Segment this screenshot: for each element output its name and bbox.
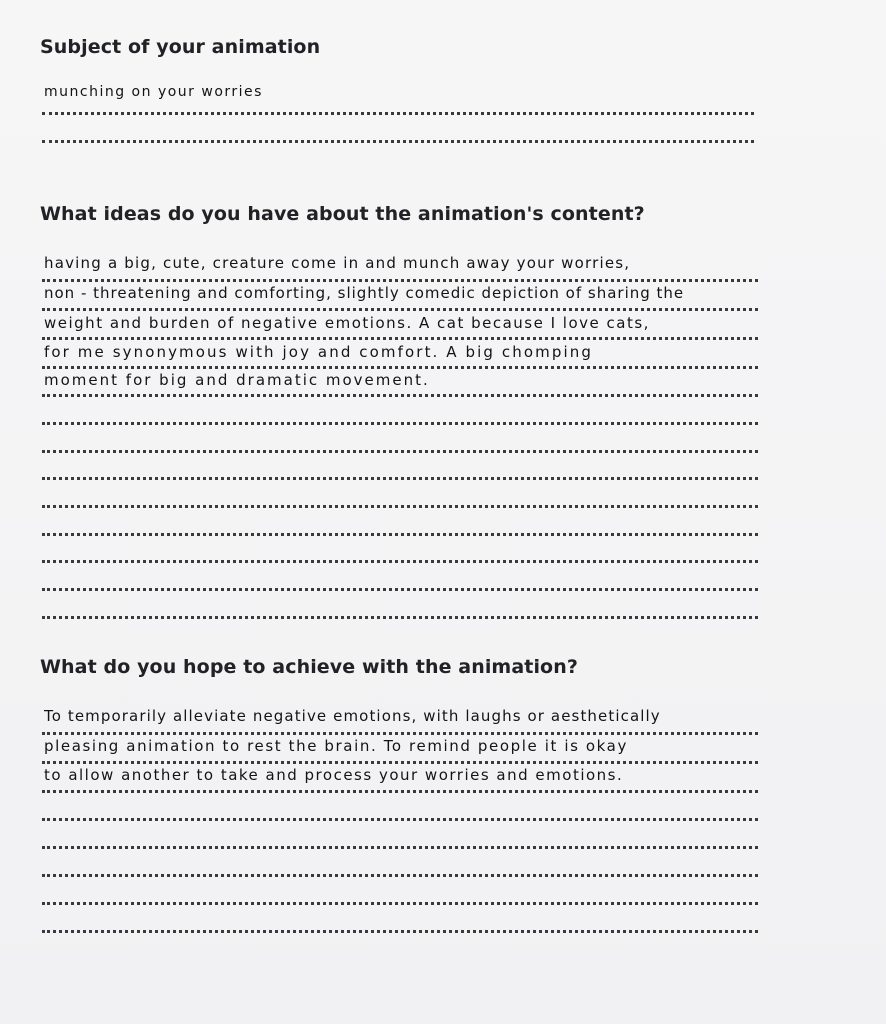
writing-line xyxy=(42,761,758,764)
writing-line xyxy=(42,140,754,143)
writing-line xyxy=(42,902,758,905)
subject-answer-line-1: munching on your worries xyxy=(44,84,263,100)
content-answer-line-5: moment for big and dramatic movement. xyxy=(44,371,430,389)
writing-line xyxy=(42,588,758,591)
writing-line xyxy=(42,394,758,397)
writing-line xyxy=(42,732,758,735)
achievement-answer-line-2: pleasing animation to rest the brain. To remind people it is okay xyxy=(44,737,628,755)
writing-line xyxy=(42,308,758,311)
writing-line xyxy=(42,874,758,877)
writing-line xyxy=(42,930,758,933)
writing-line xyxy=(42,279,758,282)
content-answer-line-3: weight and burden of negative emotions. A cat because I love cats, xyxy=(44,314,650,332)
writing-line xyxy=(42,422,758,425)
subject-heading: Subject of your animation xyxy=(40,36,321,58)
writing-line xyxy=(42,450,758,453)
writing-line xyxy=(42,533,758,536)
writing-line xyxy=(42,790,758,793)
writing-line xyxy=(42,477,758,480)
content-answer-line-4: for me synonymous with joy and comfort. A big chomping xyxy=(44,343,593,361)
writing-line xyxy=(42,112,754,115)
achievement-answer-line-3: to allow another to take and process your worries and emotions. xyxy=(44,766,624,784)
writing-line xyxy=(42,560,758,563)
writing-line xyxy=(42,616,758,619)
writing-line xyxy=(42,818,758,821)
writing-line xyxy=(42,337,758,340)
writing-line xyxy=(42,366,758,369)
achievement-heading: What do you hope to achieve with the animation? xyxy=(40,656,578,678)
content-answer-line-1: having a big, cute, creature come in and munch away your worries, xyxy=(44,254,631,272)
writing-line xyxy=(42,505,758,508)
achievement-answer-line-1: To temporarily alleviate negative emotions, with laughs or aesthetically xyxy=(44,707,661,725)
content-ideas-heading: What ideas do you have about the animation's content? xyxy=(40,203,645,225)
writing-line xyxy=(42,846,758,849)
content-answer-line-2: non - threatening and comforting, slightly comedic depiction of sharing the xyxy=(44,284,685,302)
